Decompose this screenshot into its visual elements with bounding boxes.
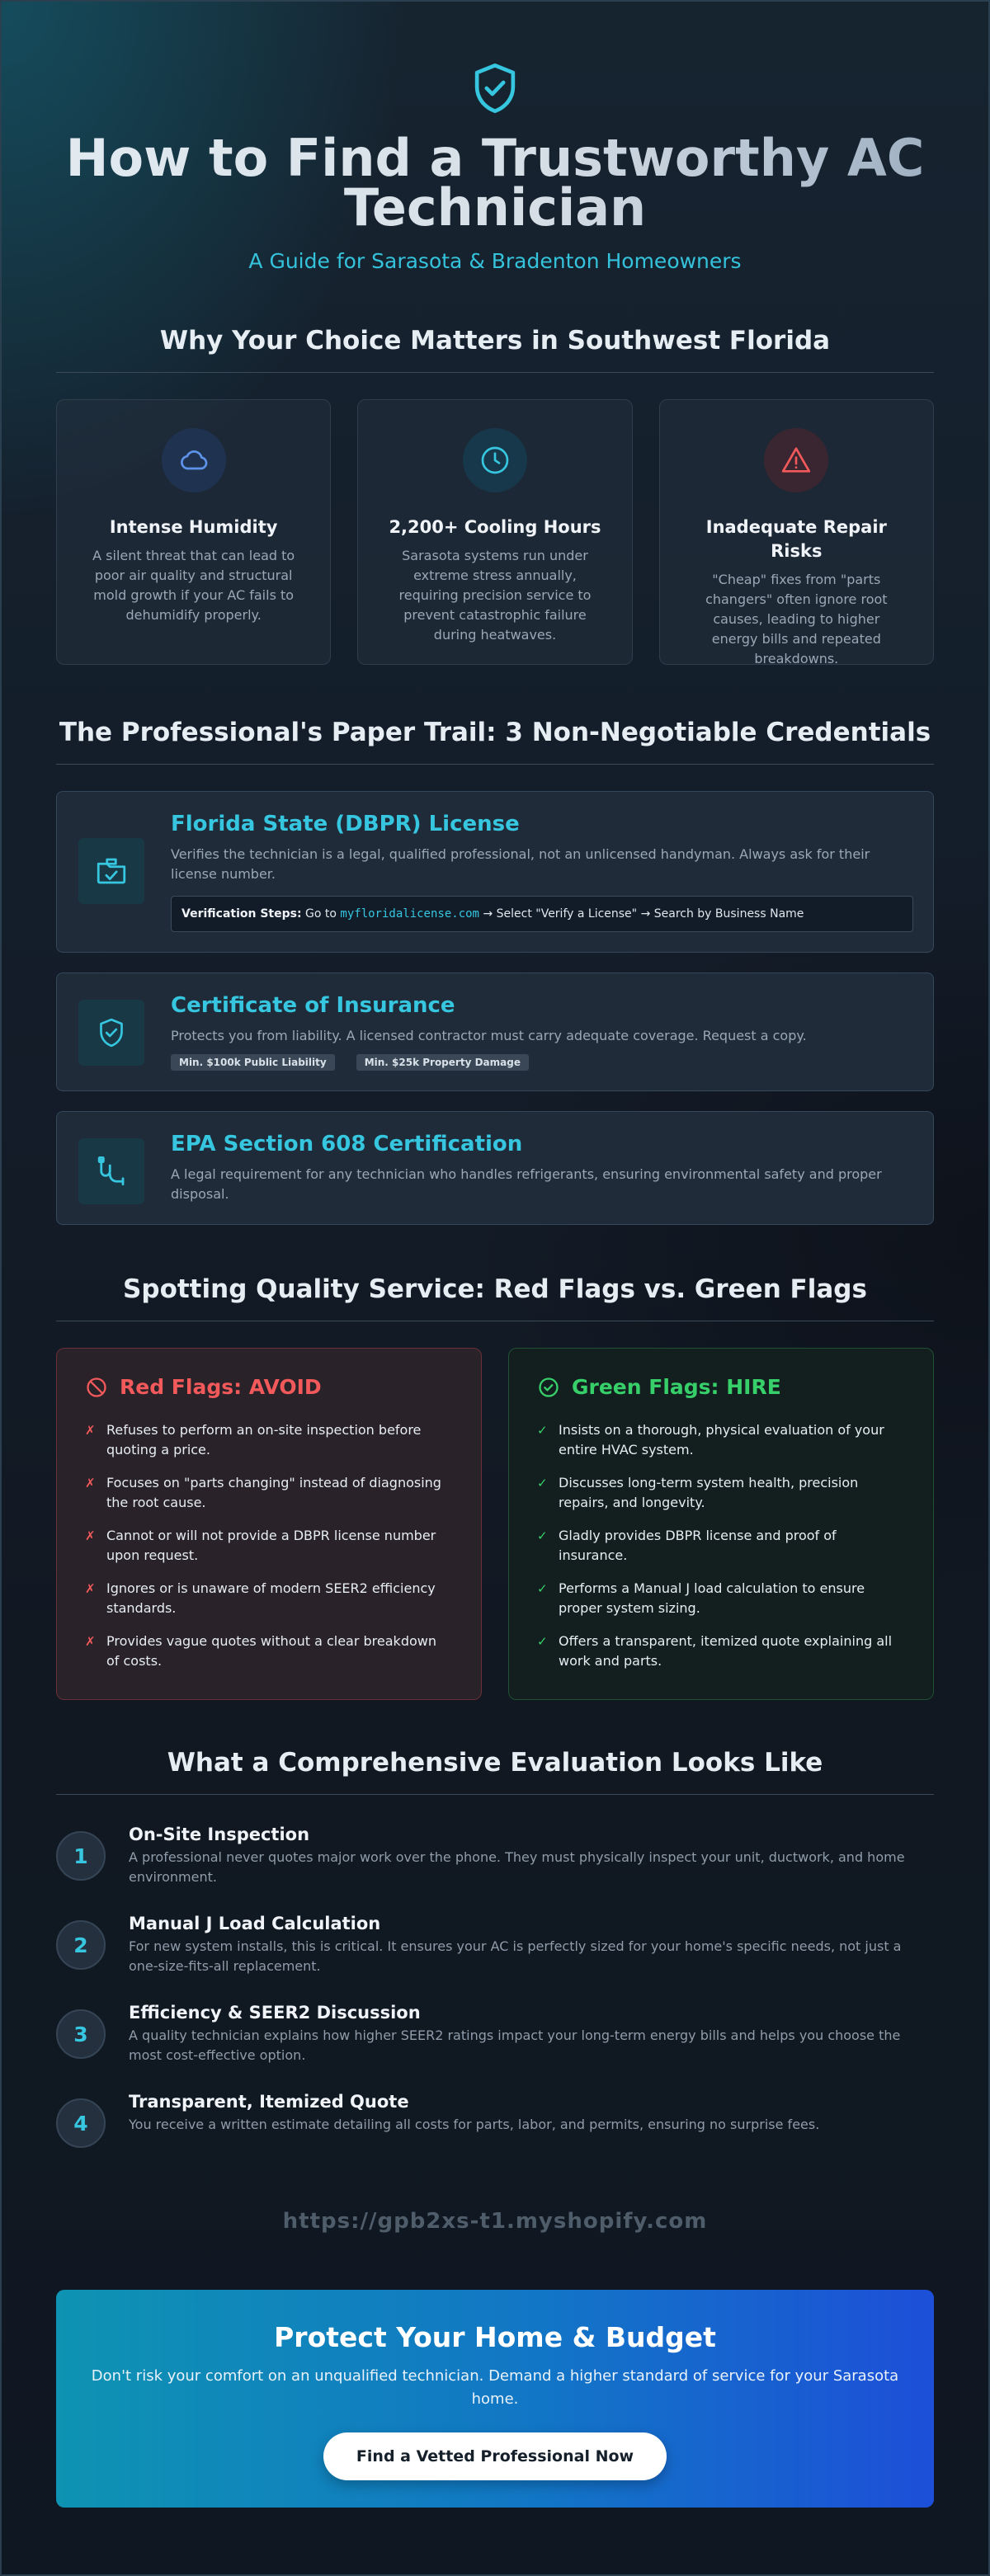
step-body bbox=[129, 2003, 934, 2065]
credential-body bbox=[171, 1132, 913, 1204]
x-mark-icon: ✗ bbox=[85, 1581, 96, 1596]
refrigerant-hose-icon bbox=[78, 1138, 144, 1204]
green-flag-item bbox=[537, 1579, 905, 1618]
green-flag-text: Gladly provides DBPR license and proof of insurance. bbox=[559, 1528, 837, 1563]
green-flag-text: Insists on a thorough, physical evaluation of your entire HVAC system. bbox=[559, 1422, 884, 1458]
credential-text: Verifies the technician is a legal, qualified professional, not an unlicensed handyman. Always ask for their license number. bbox=[171, 846, 870, 882]
check-mark-icon: ✓ bbox=[537, 1423, 548, 1438]
x-mark-icon: ✗ bbox=[85, 1634, 96, 1649]
evaluation-step bbox=[56, 1914, 934, 1976]
section-heading: The Professional's Paper Trail: 3 Non-Negotiable Credentials bbox=[56, 718, 934, 765]
header bbox=[56, 2, 934, 273]
step-number: 3 bbox=[56, 2009, 106, 2059]
red-flag-text: Focuses on "parts changing" instead of diagnosing the root cause. bbox=[106, 1475, 441, 1510]
red-flag-item bbox=[85, 1526, 453, 1566]
site-url[interactable]: https://gpb2xs-t1.myshopify.com bbox=[282, 2209, 708, 2234]
license-site-link[interactable]: myfloridalicense.com bbox=[340, 907, 479, 921]
why-card-title: 2,200+ Cooling Hours bbox=[389, 517, 601, 537]
green-flags-panel bbox=[508, 1348, 934, 1700]
license-folder-icon bbox=[78, 838, 144, 904]
red-flag-text: Ignores or is unaware of modern SEER2 efficiency standards. bbox=[106, 1580, 436, 1616]
red-flag-item bbox=[85, 1632, 453, 1671]
green-flag-text: Discusses long-term system health, precision repairs, and longevity. bbox=[559, 1475, 859, 1510]
cloud-icon bbox=[162, 428, 226, 492]
credential-body bbox=[171, 812, 913, 932]
credential-dbpr-license bbox=[56, 791, 934, 953]
step-number: 2 bbox=[56, 1920, 106, 1970]
x-mark-icon: ✗ bbox=[85, 1476, 96, 1491]
why-card-text: Sarasota systems run under extreme stress annually, requiring precision service to prevent catastrophic failure during heatwaves. bbox=[398, 548, 592, 643]
step-body bbox=[129, 1825, 934, 1887]
shield-check-icon bbox=[466, 59, 524, 117]
credential-title: EPA Section 608 Certification bbox=[171, 1132, 523, 1156]
warning-icon bbox=[764, 428, 828, 492]
red-flags-label: Red Flags: AVOID bbox=[120, 1375, 322, 1399]
why-card-text: "Cheap" fixes from "parts changers" often ignore root causes, leading to higher energy bills and repeated breakdowns. bbox=[705, 572, 888, 666]
evaluation-step bbox=[56, 2003, 934, 2065]
check-mark-icon: ✓ bbox=[537, 1634, 548, 1649]
green-flag-item bbox=[537, 1632, 905, 1671]
cta-text: Don't risk your comfort on an unqualified technician. Demand a higher standard of service for your Sarasota home. bbox=[91, 2367, 899, 2408]
green-flag-text: Offers a transparent, itemized quote explaining all work and parts. bbox=[559, 1633, 893, 1669]
why-cards bbox=[56, 399, 934, 665]
x-mark-icon: ✗ bbox=[85, 1528, 96, 1543]
verification-steps bbox=[171, 896, 913, 932]
step-body bbox=[129, 2092, 819, 2148]
step-title: Manual J Load Calculation bbox=[129, 1914, 381, 1933]
check-mark-icon: ✓ bbox=[537, 1581, 548, 1596]
step-number: 1 bbox=[56, 1831, 106, 1881]
verification-label: Verification Steps: bbox=[182, 907, 302, 921]
step-body bbox=[129, 1914, 934, 1976]
why-card-humidity bbox=[56, 399, 331, 665]
green-flag-item bbox=[537, 1420, 905, 1460]
why-card-text: A silent threat that can lead to poor air quality and structural mold growth if your AC fails to dehumidify properly. bbox=[92, 548, 295, 623]
page-subtitle: A Guide for Sarasota & Bradenton Homeowners bbox=[248, 249, 742, 273]
credentials-section bbox=[56, 718, 934, 1225]
credential-text: Protects you from liability. A licensed contractor must carry adequate coverage. Request a copy. bbox=[171, 1028, 807, 1043]
green-flags-label: Green Flags: HIRE bbox=[572, 1375, 781, 1399]
red-flag-item bbox=[85, 1473, 453, 1513]
cta-title: Protect Your Home & Budget bbox=[274, 2321, 716, 2353]
step-text: For new system installs, this is critical. It ensures your AC is perfectly sized for your home's specific needs, not just a one-size-fits-all replacement. bbox=[129, 1938, 902, 1974]
clock-icon bbox=[463, 428, 527, 492]
check-circle-icon bbox=[537, 1376, 560, 1399]
coverage-tag: Min. $25k Property Damage bbox=[356, 1054, 529, 1071]
shield-check-icon bbox=[78, 1000, 144, 1066]
flags-section bbox=[56, 1274, 934, 1700]
section-heading: What a Comprehensive Evaluation Looks Like bbox=[56, 1748, 934, 1795]
why-card-title: Inadequate Repair Risks bbox=[705, 517, 887, 561]
coverage-tag: Min. $100k Public Liability bbox=[171, 1054, 335, 1071]
step-text: A quality technician explains how higher SEER2 ratings impact your long-term energy bills and helps you choose the most cost-effective option. bbox=[129, 2027, 901, 2063]
red-flag-item bbox=[85, 1420, 453, 1460]
why-card-repair-risks bbox=[659, 399, 934, 665]
flag-columns bbox=[56, 1348, 934, 1700]
cta-banner bbox=[56, 2290, 934, 2508]
red-flag-item bbox=[85, 1579, 453, 1618]
red-flags-panel bbox=[56, 1348, 482, 1700]
red-flag-text: Cannot or will not provide a DBPR license number upon request. bbox=[106, 1528, 436, 1563]
red-flag-text: Refuses to perform an on-site inspection before quoting a price. bbox=[106, 1422, 422, 1458]
step-title: Efficiency & SEER2 Discussion bbox=[129, 2003, 421, 2023]
why-card-cooling-hours bbox=[357, 399, 632, 665]
red-flag-text: Provides vague quotes without a clear breakdown of costs. bbox=[106, 1633, 436, 1669]
credential-title: Florida State (DBPR) License bbox=[171, 812, 520, 836]
credential-epa-608 bbox=[56, 1111, 934, 1225]
check-mark-icon: ✓ bbox=[537, 1476, 548, 1491]
page-title: How to Find a Trustworthy AC Technician bbox=[56, 134, 934, 233]
green-flag-item bbox=[537, 1526, 905, 1566]
green-flags-title bbox=[537, 1375, 905, 1399]
step-title: Transparent, Itemized Quote bbox=[129, 2092, 409, 2112]
why-card-title: Intense Humidity bbox=[109, 517, 278, 537]
section-heading: Spotting Quality Service: Red Flags vs. Green Flags bbox=[56, 1274, 934, 1321]
credential-insurance bbox=[56, 972, 934, 1091]
section-heading: Why Your Choice Matters in Southwest Florida bbox=[56, 326, 934, 373]
verification-pre: Go to bbox=[305, 907, 337, 921]
green-flag-item bbox=[537, 1473, 905, 1513]
x-mark-icon: ✗ bbox=[85, 1423, 96, 1438]
step-title: On-Site Inspection bbox=[129, 1825, 310, 1844]
evaluation-step bbox=[56, 2092, 934, 2148]
green-flag-text: Performs a Manual J load calculation to ensure proper system sizing. bbox=[559, 1580, 865, 1616]
credential-title: Certificate of Insurance bbox=[171, 993, 455, 1018]
verification-post: → Select "Verify a License" → Search by Business Name bbox=[483, 907, 804, 921]
evaluation-step bbox=[56, 1825, 934, 1887]
coverage-tags bbox=[171, 1054, 913, 1071]
prohibited-icon bbox=[85, 1376, 108, 1399]
step-text: A professional never quotes major work over the phone. They must physically inspect your unit, ductwork, and home environment. bbox=[129, 1849, 905, 1885]
red-flags-title bbox=[85, 1375, 453, 1399]
find-professional-button[interactable]: Find a Vetted Professional Now bbox=[323, 2432, 667, 2480]
credential-body bbox=[171, 993, 913, 1071]
evaluation-section bbox=[56, 1748, 934, 2148]
credential-text: A legal requirement for any technician who handles refrigerants, ensuring environmental safety and proper disposal. bbox=[171, 1166, 882, 1202]
evaluation-steps bbox=[56, 1825, 934, 2148]
step-number: 4 bbox=[56, 2098, 106, 2148]
step-text: You receive a written estimate detailing all costs for parts, labor, and permits, ensuring no surprise fees. bbox=[129, 2117, 820, 2132]
why-section bbox=[56, 326, 934, 665]
check-mark-icon: ✓ bbox=[537, 1528, 548, 1543]
